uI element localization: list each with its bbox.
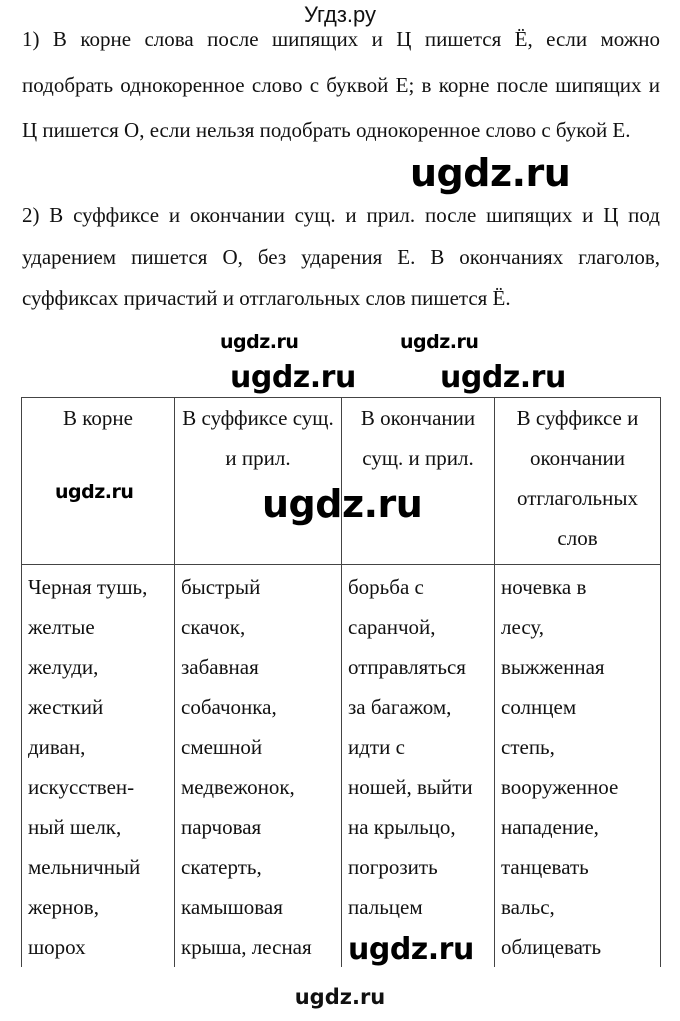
rule-paragraph-2: 2) В суффиксе и окончании сущ. и прил. после шипящих и Ц под ударением пишется О, без ударения Е. В окончаниях глаголов, суффиксах причастий и отглагольных слов пишется Ё.: [22, 203, 660, 310]
header-cell-ending: В окончании сущ. и прил.: [342, 398, 495, 565]
cell-suffix-examples: быстрый скачок, забавная собачонка, смешной медвежонок, парчовая скатерть, камышовая крыша, лесная: [175, 565, 342, 968]
header-cell-suffix: В суффиксе сущ. и прил.: [175, 398, 342, 565]
watermark: ugdz.ru: [220, 331, 299, 353]
cell-ending-examples: борьба с саранчой, отправляться за багажом, идти с ношей, выйти на крыльцо, погрозить пальцем: [342, 565, 495, 968]
watermark: ugdz.ru: [55, 481, 134, 503]
watermark: ugdz.ru: [440, 360, 566, 395]
table-row: [22, 565, 661, 968]
cell-verbal-examples: ночевка в лесу, выжженная солнцем степь, вооруженное нападение, танцевать вальс, облицевать: [495, 565, 661, 968]
header-cell-verbal: В суффиксе и окончании отглагольных слов: [495, 398, 661, 565]
watermark: ugdz.ru: [400, 331, 479, 353]
rule-paragraph-1: 1) В корне слова после шипящих и Ц пишется Ё, если можно подобрать однокоренное слово с буквой Е; в корне после шипящих и Ц пишется О, если нельзя подобрать однокоренное слово с букой Е.: [22, 27, 660, 142]
watermark: ugdz.ru: [262, 482, 423, 526]
watermark: ugdz.ru: [348, 932, 474, 967]
cell-root-examples: Черная тушь, желтые желуди, жесткий диван, искусствен- ный шелк, мельничный жернов, шорох: [22, 565, 175, 968]
watermark: ugdz.ru: [230, 360, 356, 395]
watermark: ugdz.ru: [410, 151, 571, 195]
footer-watermark: ugdz.ru: [294, 985, 386, 1009]
header-cell-root: В корне: [22, 398, 175, 565]
page-title: Угдз.ру: [303, 2, 377, 27]
